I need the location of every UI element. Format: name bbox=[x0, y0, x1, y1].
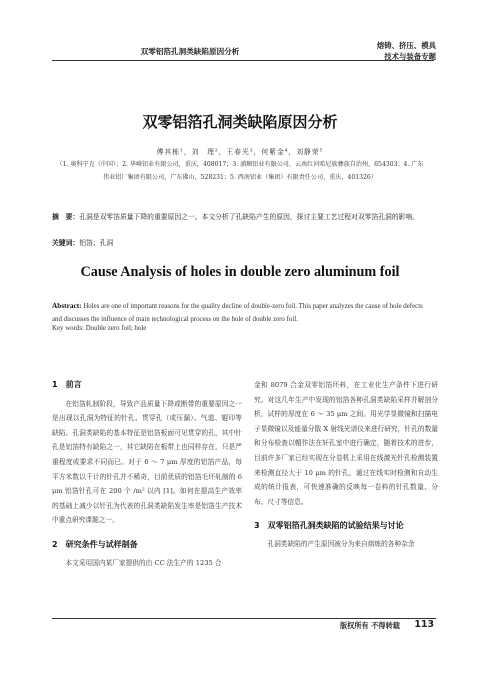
abstract-en-label: Abstract: bbox=[52, 301, 82, 310]
body-column-right bbox=[254, 378, 438, 552]
abstract-en-text: Holes are one of important reasons for the quality decline of double-zero foil. This paper analyzes the cause of hole defects and discusses the influence of main technological process on the hole of double zero foil. bbox=[52, 303, 423, 323]
section-tag-line2: 技术与装备专题 bbox=[384, 52, 436, 61]
section-1-paragraph: 在铝箔轧制阶段，导致产品质量下降或断带的重要原因之一是出现以孔洞为特征的针孔、贯穿孔（或压漏）、气道、辊印等缺陷。孔洞类缺陷的基本特征是铝箔板面可见贯穿的孔，其中针孔是铝箔特有缺陷之一，其它缺陷在板带上也同样存在，只是严重程度或要求不同而已。对于 6 ～ 7 μm 厚度的铝箔产品，每平方米数以千计的针孔并不稀奇，目前优质的铝箔毛坯轧制的 6 μm 铝箔针孔可在 200 个 /m² 以内 [1]。如何在提高生产效率的基础上减少以针孔为代表的孔洞类缺陷发生率是铝箔生产技术中重点研究课题之一。 bbox=[52, 399, 242, 525]
keywords-en-label: Key words: bbox=[52, 325, 84, 332]
affiliations: （1. 奥科宁克（中国）；2. 华峰铝业有限公司，重庆，408017；3. 浦顺铝业有限公司，云南红河哈尼族彝族自治州，654303；4. 广东伟业铝厂集团有限公司，广东佛山，528231；5. 西南铝业（集团）有限责任公司，重庆，401326） bbox=[56, 161, 424, 181]
abstract-en bbox=[52, 299, 424, 326]
article-title-en: Cause Analysis of holes in double zero aluminum foil bbox=[80, 264, 400, 280]
section-3-paragraph: 孔洞类缺陷的产生原因被分为来自熔炼的各种杂余 bbox=[267, 539, 415, 548]
abstract-cn bbox=[52, 211, 422, 224]
footer-rights: 版权所有 不得转载 bbox=[339, 621, 400, 630]
body-column-left bbox=[52, 378, 242, 570]
header-rule bbox=[52, 60, 434, 61]
section-2-paragraph: 本文采用国内某厂家提供的由 CC 法生产的 1235 合 bbox=[65, 558, 222, 567]
section-3-heading: 3 双零铝箔孔洞类缺陷的试验结果与讨论 bbox=[254, 521, 404, 531]
keywords-cn bbox=[52, 237, 422, 247]
keywords-en bbox=[52, 325, 424, 332]
section-tag bbox=[377, 40, 436, 62]
keywords-cn-label: 关键词： bbox=[52, 239, 80, 247]
abstract-cn-label: 摘 要： bbox=[52, 213, 80, 221]
right-column-paragraph: 金和 8079 合金双零铝箔坯料，在工业化生产条件下进行研究。对这几年生产中发现的铝箔各种孔洞类缺陷采样并解剖分析，试样的厚度在 6 ～ 35 μm 之间。用光学显微镜和扫描电子显微镜以及能量分散 X 射线光谱仪来进行研究，针孔的数量和分布检查以帽作法在轩孔室中进行确定，随着技术的进步，目前许多厂家已经实现在分卷机上采用在线激光针孔检测装置来检测直径大于 10 μm 的针孔，通过在线实时检测和自动生成的统计报表，可快速准确的反映每一卷料的针孔数量、分布、尺寸等信息。 bbox=[254, 381, 438, 506]
running-title: 双零铝箔孔洞类缺陷原因分析 bbox=[140, 47, 240, 56]
article-title-cn: 双零铝箔孔洞类缺陷原因分析 bbox=[142, 113, 338, 131]
footer-rule bbox=[52, 618, 436, 619]
keywords-en-text: Double zero foil; hole bbox=[85, 325, 147, 332]
page-number: 113 bbox=[414, 619, 434, 630]
section-2-heading: 2 研究条件与试样制备 bbox=[52, 539, 138, 549]
section-tag-line1: 熔铸、挤压、模具 bbox=[376, 41, 436, 50]
keywords-cn-text: 铝箔；孔洞 bbox=[79, 239, 114, 247]
abstract-cn-text: 孔洞是双零箔质量下降的重要原因之一。本文分析了孔缺陷产生的原因，探讨主要工艺过程对双零箔孔洞的影响。 bbox=[79, 213, 420, 221]
section-1-heading: 1 前言 bbox=[52, 380, 82, 389]
authors: 傅其栋¹，刘 理²，王春光³，何紫金⁴，刘静荣⁵ bbox=[156, 148, 324, 156]
